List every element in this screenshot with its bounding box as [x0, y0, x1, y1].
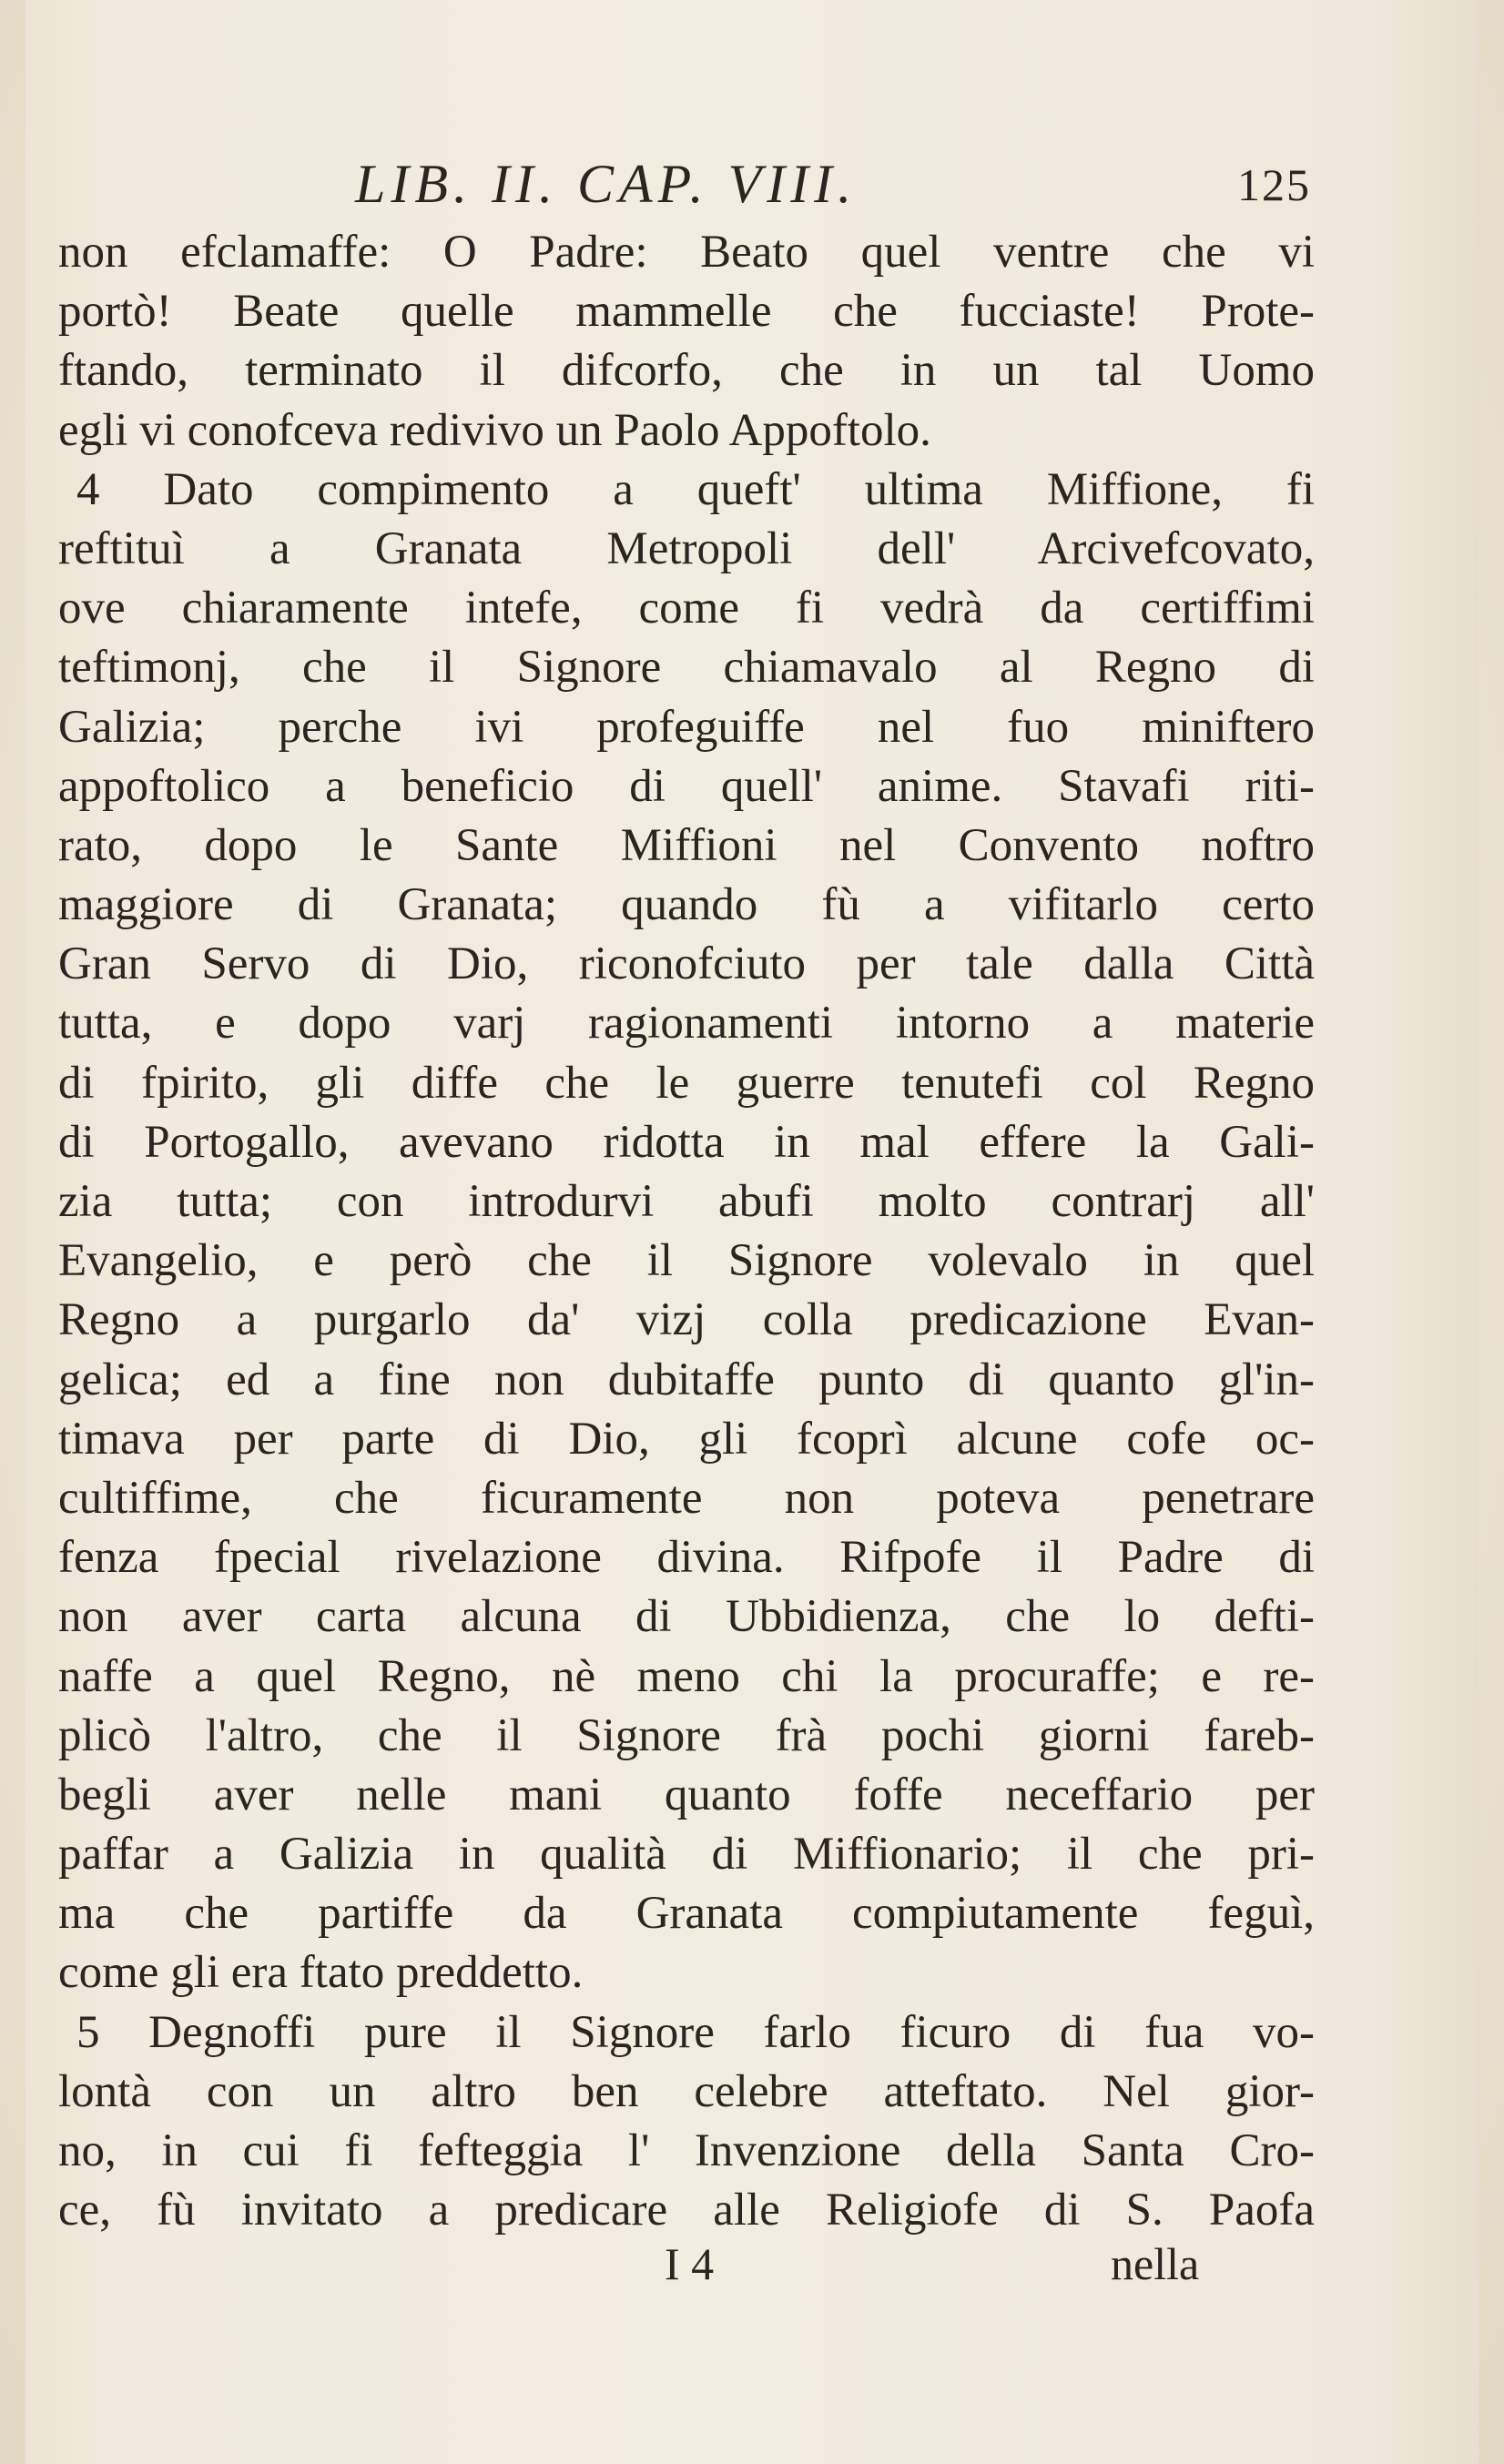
- text-line: portò! Beate quelle mammelle che fucciaste! Prote-: [58, 286, 1315, 338]
- text-line: appoftolico a beneficio di quell' anime. Stavafi riti-: [58, 760, 1315, 812]
- text-line: come gli era ftato preddetto.: [58, 1947, 584, 1999]
- text-line: cultiffime, che ficuramente non poteva penetrare: [58, 1472, 1315, 1524]
- paragraph-start: 5 Degnoffi pure il Signore farlo ficuro di fua vo-: [76, 2006, 1315, 2058]
- text-line: lontà con un altro ben celebre atteftato. Nel gior-: [58, 2065, 1315, 2117]
- text-line: maggiore di Granata; quando fù a vifitarlo certo: [58, 879, 1315, 931]
- running-header: [328, 153, 1311, 222]
- text-line: Gran Servo di Dio, riconofciuto per tale dalla Città: [58, 938, 1315, 990]
- text-line: paffar a Galizia in qualità di Miffionario; il che pri-: [58, 1829, 1315, 1881]
- paragraph-start: 4 Dato compimento a queft' ultima Miffione, fi: [76, 463, 1315, 515]
- text-line: di Portogallo, avevano ridotta in mal effere la Gali-: [58, 1116, 1315, 1168]
- text-line: Galizia; perche ivi profeguiffe nel fuo miniftero: [58, 701, 1315, 753]
- text-line: plicò l'altro, che il Signore frà pochi giorni fareb-: [58, 1709, 1315, 1761]
- text-line: ftando, terminato il difcorfo, che in un tal Uomo: [58, 345, 1315, 397]
- text-line: non efclamaffe: O Padre: Beato quel ventre che vi: [58, 227, 1315, 278]
- text-line: Regno a purgarlo da' vizj colla predicazione Evan-: [58, 1294, 1315, 1346]
- text-line: timava per parte di Dio, gli fcoprì alcune cofe oc-: [58, 1413, 1315, 1465]
- text-line: di fpirito, gli diffe che le guerre tenutefi col Regno: [58, 1057, 1315, 1109]
- body-text: [58, 223, 1315, 2240]
- text-line: fenza fpecial rivelazione divina. Rifpofe il Padre di: [58, 1532, 1315, 1584]
- text-line: non aver carta alcuna di Ubbidienza, che lo defti-: [58, 1591, 1315, 1643]
- signature-mark: I 4: [665, 2238, 715, 2289]
- text-line: ce, fù invitato a predicare alle Religiofe di S. Paofa: [58, 2185, 1315, 2236]
- text-line: naffe a quel Regno, nè meno chi la procuraffe; e re-: [58, 1650, 1315, 1702]
- text-line: gelica; ed a fine non dubitaffe punto di quanto gl'in-: [58, 1354, 1315, 1405]
- page-number: 125: [1237, 159, 1311, 210]
- text-line: rato, dopo le Sante Miffioni nel Convento noftro: [58, 819, 1315, 871]
- text-line: zia tutta; con introdurvi abufi molto contrarj all': [58, 1176, 1315, 1227]
- text-line: reftituì a Granata Metropoli dell' Arcivefcovato,: [58, 522, 1315, 574]
- catchword: nella: [1111, 2238, 1200, 2289]
- text-line: ma che partiffe da Granata compiutamente feguì,: [58, 1888, 1315, 1940]
- running-title: LIB. II. CAP. VIII.: [355, 154, 858, 214]
- text-line: tutta, e dopo varj ragionamenti intorno a materie: [58, 998, 1315, 1049]
- text-line: teftimonj, che il Signore chiamavalo al Regno di: [58, 642, 1315, 694]
- page-footer: [637, 2237, 1275, 2292]
- text-line: Evangelio, e però che il Signore volevalo in quel: [58, 1235, 1315, 1287]
- text-line: egli vi conofceva redivivo un Paolo Appoftolo.: [58, 404, 931, 456]
- text-line: ove chiaramente intefe, come fi vedrà da certiffimi: [58, 583, 1315, 634]
- text-line: no, in cui fi fefteggia l' Invenzione della Santa Cro-: [58, 2125, 1315, 2176]
- text-line: begli aver nelle mani quanto foffe neceffario per: [58, 1769, 1315, 1820]
